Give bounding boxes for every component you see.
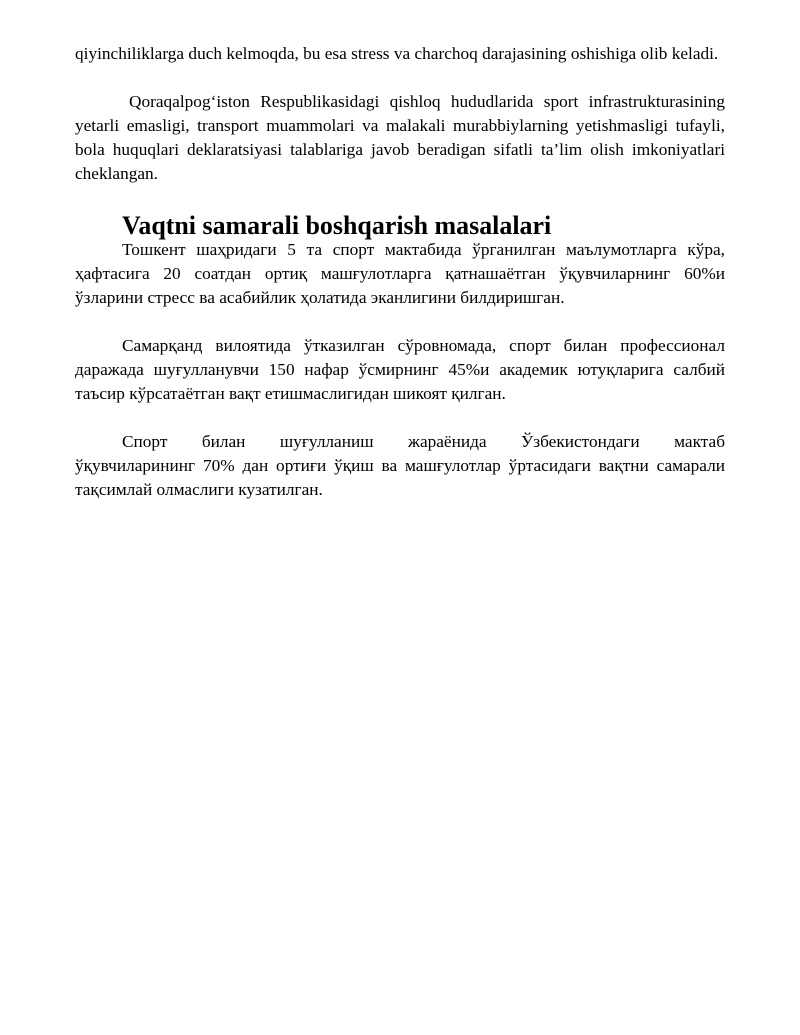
document-page (75, 42, 725, 502)
paragraph-uzbekistan-line1: Спорт билан шуғулланиш жараёнида Ўзбекистондаги мактаб (122, 432, 725, 451)
paragraph-tashkent: Тошкент шаҳридаги 5 та спорт мактабида ўрганилган маълумотларга кўра, ҳафтасига 20 соатдан ортиқ машғулотларга қатнашаётган ўқувчиларнинг 60%и ўзларини стресс ва асабийлик ҳолатида эканлигини билдиришган. (75, 240, 725, 307)
paragraph-spacer (75, 66, 725, 90)
paragraph-samarkand: Самарқанд вилоятида ўтказилган сўровномада, спорт билан профессионал даражада шуғулланувчи 150 нафар ўсмирнинг 45%и академик ютуқларига салбий таъсир кўрсатаётган вақт етишмаслигидан шикоят қилган. (75, 336, 725, 403)
section-heading: Vaqtni samarali boshqarish masalalari (122, 211, 552, 240)
paragraph-spacer (75, 186, 725, 210)
paragraph-spacer (75, 310, 725, 334)
paragraph-uzbekistan-rest: ўқувчиларининг 70% дан ортиғи ўқиш ва машғулотлар ўртасидаги вақтни самарали тақсимлай олмаслиги кузатилган. (75, 456, 725, 499)
paragraph-karakalpakstan: Qoraqalpog‘iston Respublikasidagi qishloq hududlarida sport infrastrukturasining yetarli emasligi, transport muammolari va malakali murabbiylarning yetishmasligi tufayli, bola huquqlari deklaratsiyasi talablariga javob beradigan sifatli ta’lim olish imkoniyatlari cheklangan. (75, 92, 725, 183)
paragraph-spacer (75, 406, 725, 430)
paragraph-continuation: qiyinchiliklarga duch kelmoqda, bu esa stress va charchoq darajasining oshishiga olib keladi. (75, 44, 719, 63)
